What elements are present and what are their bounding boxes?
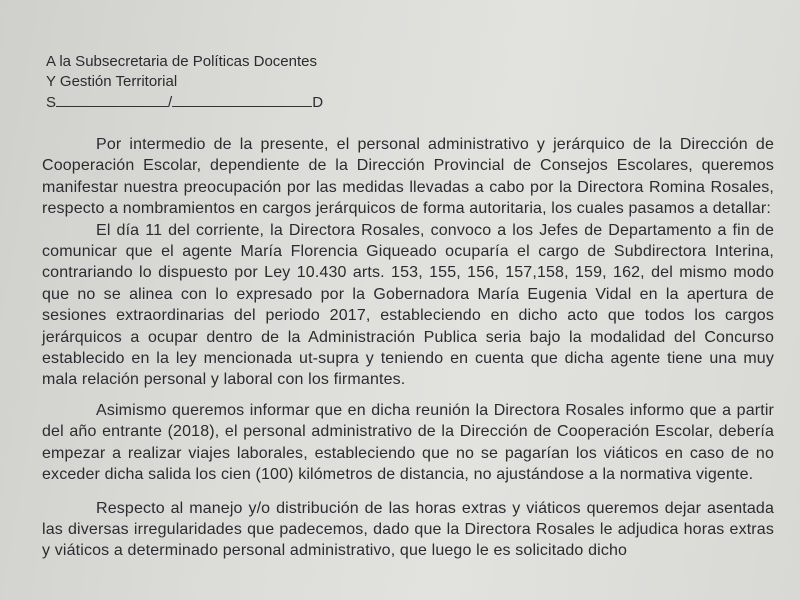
letter-header	[46, 52, 323, 113]
paragraph-3: Asimismo queremos informar que en dicha reunión la Directora Rosales informo que a partir del año entrante (2018), el personal administrativo de la Dirección de Cooperación Escolar, debería empezar a realizar viajes laborales, estableciendo que no se pagarían los viáticos en caso de no exceder dicha salida los cien (100) kilómetros de distancia, no ajustándose a la normativa vigente.	[42, 401, 774, 484]
slash: /	[168, 94, 173, 111]
paragraph-1: Por intermedio de la presente, el personal administrativo y jerárquico de la Dirección de Cooperación Escolar, dependiente de la Dirección Provincial de Consejos Escolares, queremos manifestar nuestra preocupación por las medidas llevadas a cabo por la Directora Romina Rosales, respecto a nombramientos en cargos jerárquicos de forma autoritaria, los cuales pasamos a detallar:	[42, 136, 774, 218]
blank-line-2	[172, 92, 312, 107]
s-label: S	[46, 94, 57, 111]
salutation-line	[46, 92, 323, 113]
blank-line-1	[56, 92, 168, 107]
paragraph-2: El día 11 del corriente, la Directora Rosales, convoco a los Jefes de Departamento a fin de comunicar que el agente María Florencia Giqueado ocuparía el cargo de Subdirectora Interina, contrariando lo dispuesto por Ley 10.430 arts. 153, 155, 156, 157,158, 159, 162, del mismo modo que no se alinea con lo expresado por la Gobernadora María Eugenia Vidal en la apertura de sesiones extraordinarias del periodo 2017, estableciendo en dicho acto que todos los cargos jerárquicos a ocupar dentro de la Administración Publica seria bajo la modalidad del Concurso establecido en la ley mencionada ut-supra y teniendo en cuenta que dicha agente tiene una muy mala relación personal y laboral con los firmantes.	[42, 221, 774, 389]
d-label: D	[312, 94, 324, 111]
letter-body	[42, 134, 774, 562]
paragraph-4: Respecto al manejo y/o distribución de las horas extras y viáticos queremos dejar asentada las diversas irregularidades que padecemos, dado que la Directora Rosales le adjudica horas extras y viáticos a determinado personal administrativo, que luego le es solicitado dicho	[42, 499, 774, 560]
addressee-line-2: Y Gestión Territorial	[46, 73, 178, 90]
addressee-line-1: A la Subsecretaria de Políticas Docentes	[46, 53, 317, 70]
